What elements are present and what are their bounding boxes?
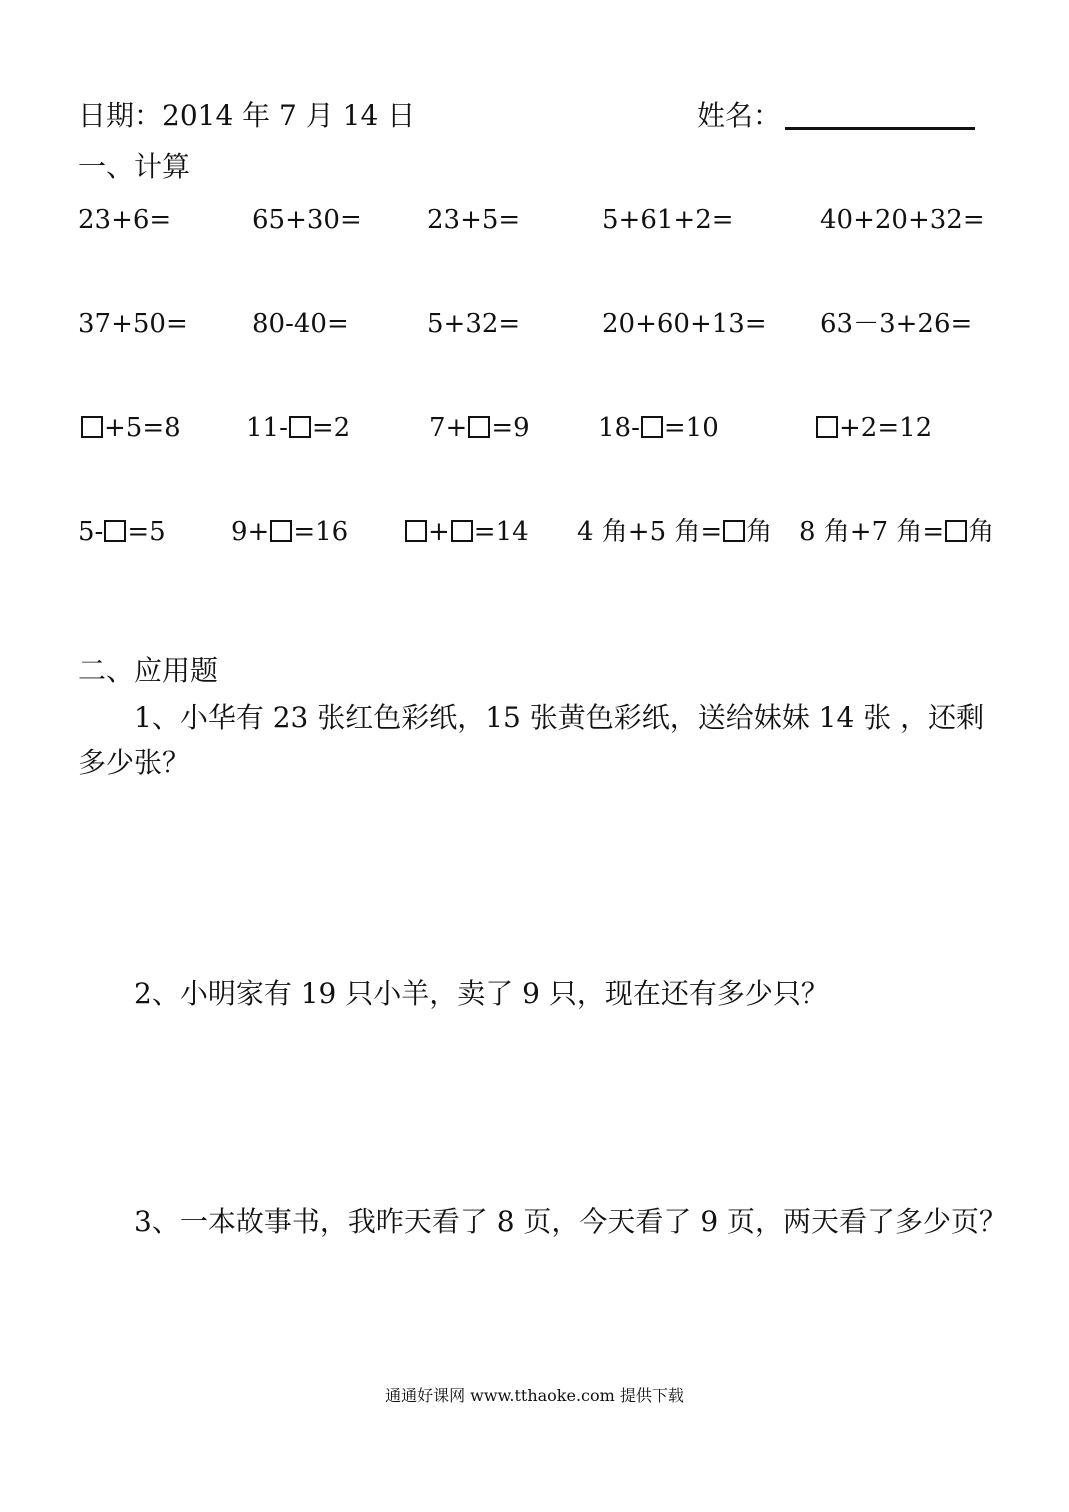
answer-box[interactable] <box>104 520 126 542</box>
answer-box[interactable] <box>81 416 103 438</box>
problem-item: 63－3+26= <box>820 309 973 339</box>
answer-box[interactable] <box>641 416 663 438</box>
footer-source: 通通好课网 www.tthaoke.com 提供下载 <box>385 1386 684 1405</box>
word-problem-1-line1: 1、小华有 23 张红色彩纸，15 张黄色彩纸，送给妹妹 14 张 ，还剩 <box>134 701 985 734</box>
problem-item: 23+5= <box>427 205 521 235</box>
name-label: 姓名： <box>697 99 782 132</box>
answer-box[interactable] <box>816 416 838 438</box>
word-problem-3: 3、一本故事书，我昨天看了 8 页，今天看了 9 页，两天看了多少页？ <box>134 1205 1008 1238</box>
problem-item: +5=8 <box>80 411 181 445</box>
problem-item: 11- =2 <box>246 413 351 443</box>
problem-item: 5+32= <box>427 309 521 339</box>
problem-item: + =14 <box>404 515 529 549</box>
problem-item: 20+60+13= <box>602 309 767 339</box>
answer-box[interactable] <box>270 520 292 542</box>
problem-item: +2=12 <box>815 411 932 445</box>
answer-box[interactable] <box>289 416 311 438</box>
problem-item: 18- =10 <box>598 413 719 443</box>
problem-item: 80-40= <box>252 309 349 339</box>
date-label: 日期：2014 年 7 月 14 日 <box>78 99 416 132</box>
problem-item: 5+61+2= <box>602 205 734 235</box>
section-calculation-title: 一、计算 <box>78 150 191 183</box>
name-blank-line <box>785 127 975 130</box>
answer-box[interactable] <box>723 520 745 542</box>
problem-item: 23+6= <box>78 205 172 235</box>
word-problem-2: 2、小明家有 19 只小羊，卖了 9 只，现在还有多少只？ <box>134 977 829 1010</box>
problem-item: 65+30= <box>252 205 362 235</box>
problem-item: 5- =5 <box>78 517 166 547</box>
answer-box[interactable] <box>405 520 427 542</box>
answer-box[interactable] <box>945 520 967 542</box>
problem-item: 9+ =16 <box>231 517 349 547</box>
problem-item: 8 角+7 角= 角 <box>799 517 995 547</box>
problem-item: 37+50= <box>78 309 188 339</box>
answer-box[interactable] <box>468 416 490 438</box>
answer-box[interactable] <box>451 520 473 542</box>
problem-item: 4 角+5 角= 角 <box>577 517 773 547</box>
problem-item: 40+20+32= <box>820 205 985 235</box>
word-problem-1-line2: 多少张？ <box>78 746 191 779</box>
section-word-problems-title: 二、应用题 <box>78 654 219 687</box>
problem-item: 7+ =9 <box>429 413 530 443</box>
